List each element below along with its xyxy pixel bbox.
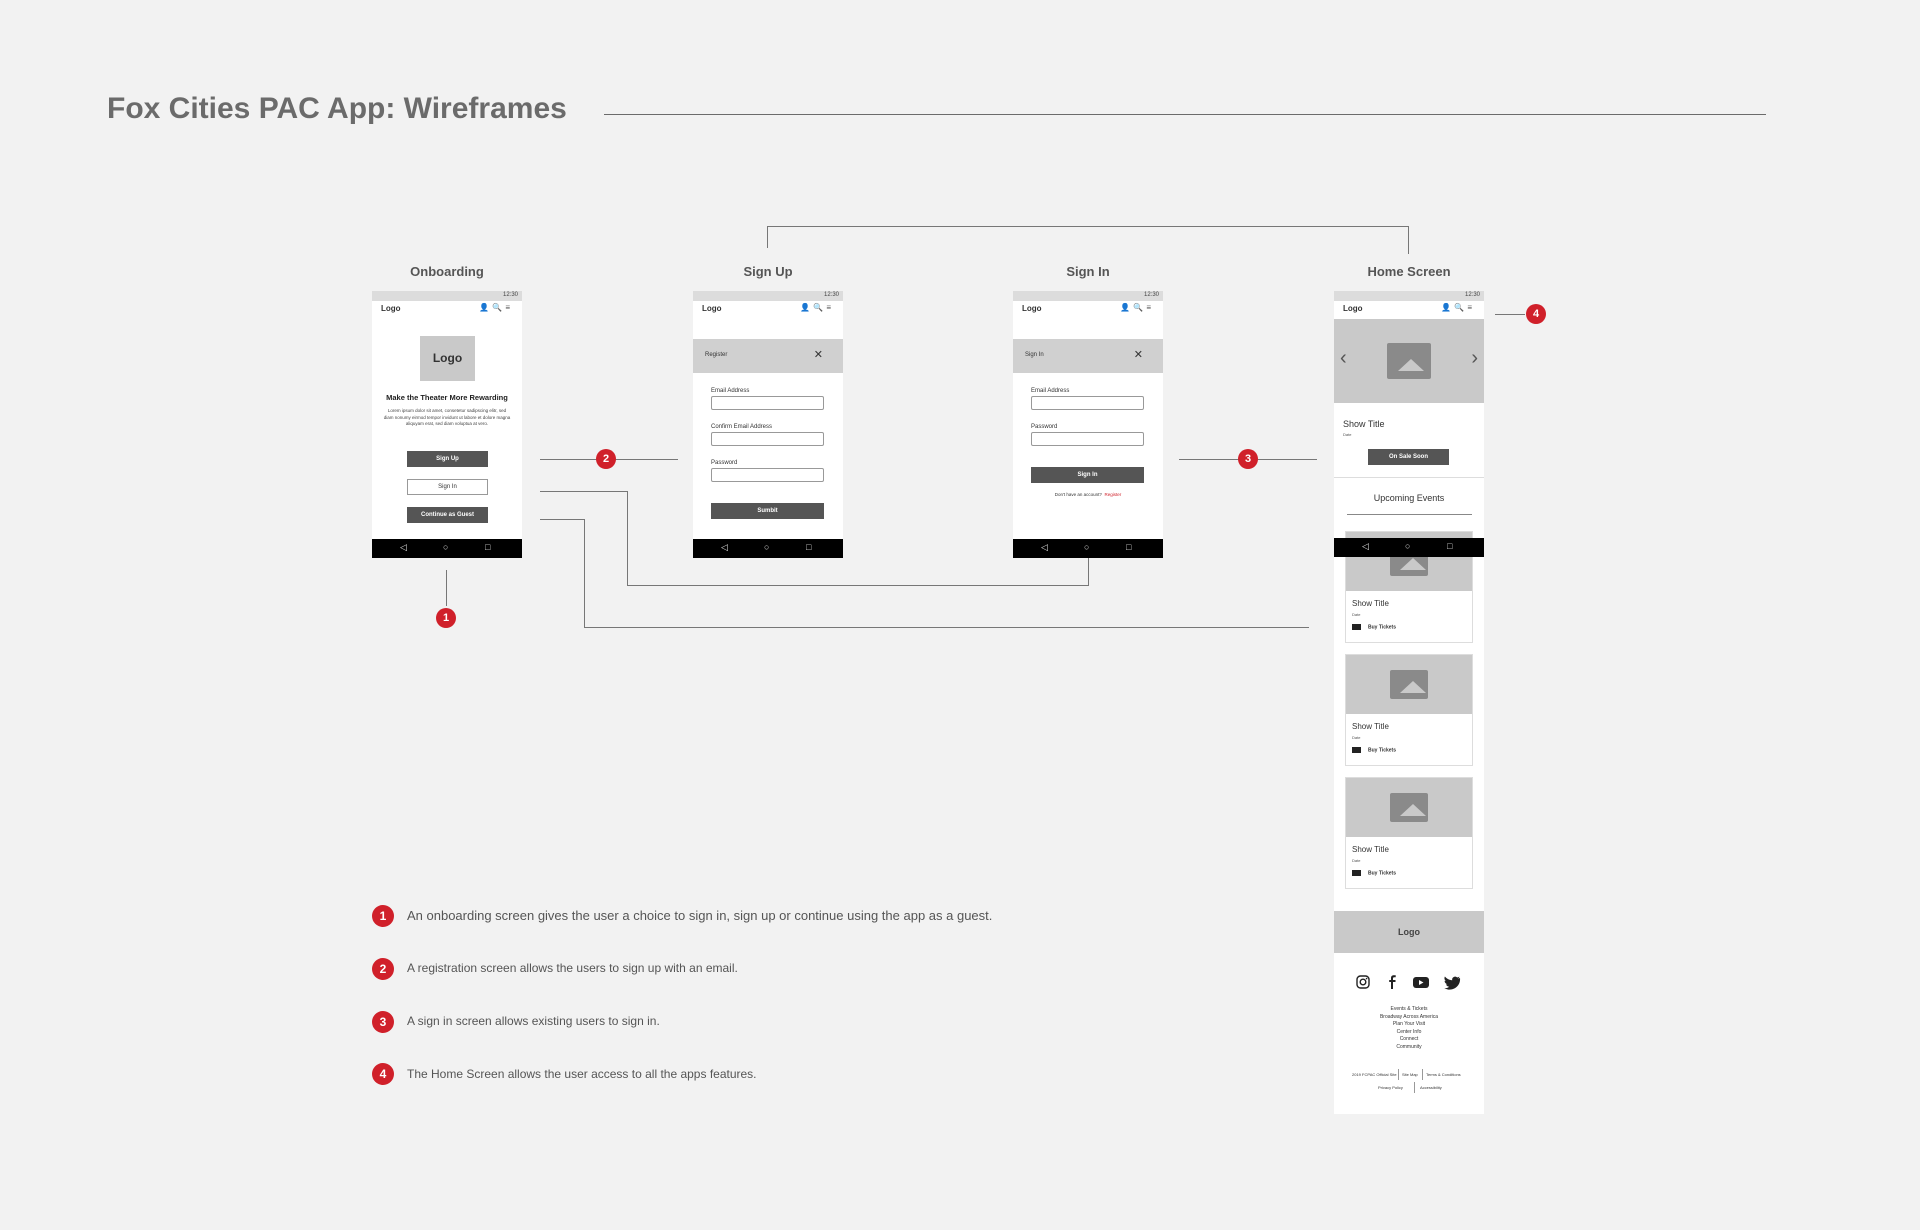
nav-recent-icon[interactable]: □ (1126, 542, 1132, 552)
featured-title: Show Title (1343, 419, 1385, 429)
nav-back-icon[interactable]: ◁ (721, 542, 728, 552)
sign-in-phone (1013, 291, 1163, 558)
nav-back-icon[interactable]: ◁ (1041, 542, 1048, 552)
app-bar (372, 301, 522, 317)
connector-signin-v1 (627, 491, 628, 586)
footer-logo-band (1334, 911, 1484, 953)
close-icon[interactable]: ✕ (813, 349, 823, 361)
footer-link-plan-visit[interactable]: Plan Your Visit (1392, 1021, 1426, 1027)
confirm-email-field[interactable] (711, 432, 824, 446)
app-logo: Logo (702, 304, 722, 313)
event-card[interactable] (1345, 654, 1473, 766)
status-bar (372, 291, 522, 301)
youtube-icon[interactable] (1413, 977, 1429, 988)
marker-1: 1 (436, 608, 456, 628)
chevron-left-icon[interactable]: ‹ (1340, 347, 1347, 369)
buy-tickets-link[interactable] (1352, 870, 1396, 876)
appbar-icons[interactable]: 👤🔍≡ (800, 303, 834, 312)
nav-bar (1334, 538, 1484, 557)
connector-guest-v (584, 519, 585, 628)
marker-3: 3 (1238, 449, 1258, 469)
twitter-icon[interactable] (1444, 977, 1460, 990)
onboarding-label: Onboarding (410, 264, 484, 279)
ticket-icon (1352, 624, 1361, 630)
nav-home-icon[interactable]: ○ (1405, 541, 1411, 551)
appbar-icons[interactable]: 👤🔍≡ (1120, 303, 1154, 312)
legal-accessibility[interactable]: Accessibility (1420, 1085, 1442, 1090)
app-logo: Logo (381, 304, 401, 313)
status-time: 12:30 (1143, 292, 1159, 298)
buy-tickets-link[interactable] (1352, 624, 1396, 630)
chevron-right-icon[interactable]: › (1471, 347, 1478, 369)
buy-tickets-label: Buy Tickets (1368, 624, 1396, 631)
app-bar (1013, 301, 1163, 317)
hero-carousel[interactable] (1334, 319, 1484, 403)
sign-in-title: Sign In (1025, 352, 1044, 358)
register-prompt (1013, 492, 1163, 497)
connector-top-right-v (1408, 226, 1409, 254)
app-bar (1334, 301, 1484, 317)
heading-underline (1347, 514, 1472, 515)
event-date: Date (1352, 735, 1361, 740)
marker-4: 4 (1526, 304, 1546, 324)
app-bar (693, 301, 843, 317)
page-title: Fox Cities PAC App: Wireframes (107, 92, 567, 125)
nav-home-icon[interactable]: ○ (443, 542, 449, 552)
status-time: 12:30 (502, 292, 518, 298)
nav-back-icon[interactable]: ◁ (1362, 541, 1369, 551)
hero-logo-text: Logo (432, 351, 463, 365)
password-label: Password (711, 460, 738, 466)
sign-in-button[interactable]: Sign In (407, 479, 488, 495)
buy-tickets-link[interactable] (1352, 747, 1396, 753)
sign-up-label: Sign Up (743, 264, 793, 279)
confirm-email-label: Confirm Email Address (711, 424, 773, 430)
hero-logo (420, 336, 475, 381)
event-title: Show Title (1352, 722, 1389, 731)
nav-bar (693, 539, 843, 558)
register-title: Register (705, 352, 728, 358)
event-title: Show Title (1352, 599, 1389, 608)
event-title: Show Title (1352, 845, 1389, 854)
legal-terms[interactable]: Terms & Conditions (1426, 1072, 1461, 1077)
nav-recent-icon[interactable]: □ (1447, 541, 1453, 551)
status-bar (693, 291, 843, 301)
connector-signin-v2 (1088, 557, 1089, 586)
note-4: The Home Screen allows the user access to all the apps features. (407, 1067, 757, 1081)
nav-back-icon[interactable]: ◁ (400, 542, 407, 552)
connector-signin-h1 (540, 491, 628, 492)
footer-links (1334, 1006, 1484, 1051)
status-time: 12:30 (1464, 292, 1480, 298)
home-screen-label: Home Screen (1367, 264, 1451, 279)
featured-date: Date (1343, 432, 1352, 437)
facebook-icon[interactable] (1389, 975, 1396, 989)
connector-signin-h2 (627, 585, 1089, 586)
connector-top-h (767, 226, 1409, 227)
register-modal-header (693, 339, 843, 373)
appbar-icons[interactable]: 👤🔍≡ (1441, 303, 1475, 312)
submit-button[interactable]: Sumbit (711, 503, 824, 519)
note-2: A registration screen allows the users to sign up with an email. (407, 961, 738, 975)
app-logo: Logo (1022, 304, 1042, 313)
legal-sitemap[interactable]: Site Map (1402, 1072, 1418, 1077)
onboarding-heading: Make the Theater More Rewarding (386, 393, 508, 402)
connector-guest-h1 (540, 519, 585, 520)
ticket-icon (1352, 747, 1361, 753)
note-3: A sign in screen allows existing users to sign in. (407, 1014, 660, 1028)
on-sale-button[interactable]: On Sale Soon (1368, 449, 1449, 465)
nav-recent-icon[interactable]: □ (806, 542, 812, 552)
event-image (1346, 778, 1472, 837)
sign-in-modal-header (1013, 339, 1163, 373)
legal-divider (1414, 1082, 1415, 1093)
legal-copyright: 2019 FCPAC Official Site (1352, 1072, 1397, 1077)
nav-home-icon[interactable]: ○ (764, 542, 770, 552)
status-bar (1334, 291, 1484, 301)
marker-2: 2 (596, 449, 616, 469)
password-label: Password (1031, 424, 1058, 430)
footer-link-connect[interactable]: Connect (1399, 1036, 1419, 1042)
sign-up-button[interactable]: Sign Up (407, 451, 488, 467)
legal-privacy[interactable]: Privacy Policy (1378, 1085, 1403, 1090)
note-marker-1: 1 (372, 905, 394, 927)
event-card[interactable] (1345, 777, 1473, 889)
guest-button[interactable]: Continue as Guest (407, 507, 488, 523)
connector-top-left-v (767, 226, 768, 248)
title-divider (604, 114, 1766, 115)
note-1: An onboarding screen gives the user a choice to sign in, sign up or continue using the app as a guest. (407, 908, 993, 923)
appbar-icons[interactable]: 👤🔍≡ (479, 303, 513, 312)
sign-up-phone (693, 291, 843, 558)
event-date: Date (1352, 858, 1361, 863)
footer-link-events[interactable]: Events & Tickets (1390, 1006, 1428, 1012)
password-field[interactable] (711, 468, 824, 482)
legal-divider (1422, 1069, 1423, 1080)
buy-tickets-label: Buy Tickets (1368, 870, 1396, 877)
upcoming-events-heading: Upcoming Events (1373, 493, 1445, 503)
status-bar (1013, 291, 1163, 301)
instagram-icon[interactable] (1357, 976, 1369, 988)
ticket-icon (1352, 870, 1361, 876)
note-marker-3: 3 (372, 1011, 394, 1033)
connector-1-v (446, 570, 447, 606)
footer-link-community[interactable]: Community (1396, 1043, 1422, 1050)
section-divider (1334, 477, 1484, 478)
email-label: Email Address (711, 388, 750, 394)
footer-link-broadway[interactable]: Broadway Across America (1379, 1013, 1439, 1020)
register-link[interactable]: Register (1104, 492, 1122, 497)
close-icon[interactable]: ✕ (1133, 349, 1143, 361)
email-field[interactable] (1031, 396, 1144, 410)
footer-link-center-info[interactable]: Center Info (1396, 1028, 1422, 1035)
legal-divider (1398, 1069, 1399, 1080)
event-date: Date (1352, 612, 1361, 617)
social-icons-row (1356, 974, 1462, 990)
nav-home-icon[interactable]: ○ (1084, 542, 1090, 552)
event-image (1346, 655, 1472, 714)
onboarding-phone (372, 291, 522, 558)
sign-in-label: Sign In (1066, 264, 1110, 279)
app-logo: Logo (1343, 304, 1363, 313)
onboarding-body: Lorem ipsum dolor sit amet, consetetur sadipscing elitr, sed diam nonumy eirmod tempor invidunt ut labore et dolore magna aliquyam erat, sed diam voluptua at vero. (383, 408, 511, 426)
connector-4-h (1495, 314, 1525, 315)
nav-bar (1013, 539, 1163, 558)
image-placeholder-icon (1387, 343, 1431, 379)
nav-recent-icon[interactable]: □ (485, 542, 491, 552)
note-marker-2: 2 (372, 958, 394, 980)
email-field[interactable] (711, 396, 824, 410)
connector-guest-h2 (584, 627, 1309, 628)
email-label: Email Address (1031, 388, 1070, 394)
footer-logo: Logo (1398, 927, 1420, 937)
buy-tickets-label: Buy Tickets (1368, 747, 1396, 754)
note-marker-4: 4 (372, 1063, 394, 1085)
no-account-text: Don't have an account? (1054, 492, 1102, 497)
status-time: 12:30 (823, 292, 839, 298)
image-placeholder-icon (1390, 793, 1428, 822)
sign-in-submit-button[interactable]: Sign In (1031, 467, 1144, 483)
nav-bar (372, 539, 522, 558)
home-phone (1334, 291, 1484, 1114)
password-field[interactable] (1031, 432, 1144, 446)
image-placeholder-icon (1390, 670, 1428, 699)
